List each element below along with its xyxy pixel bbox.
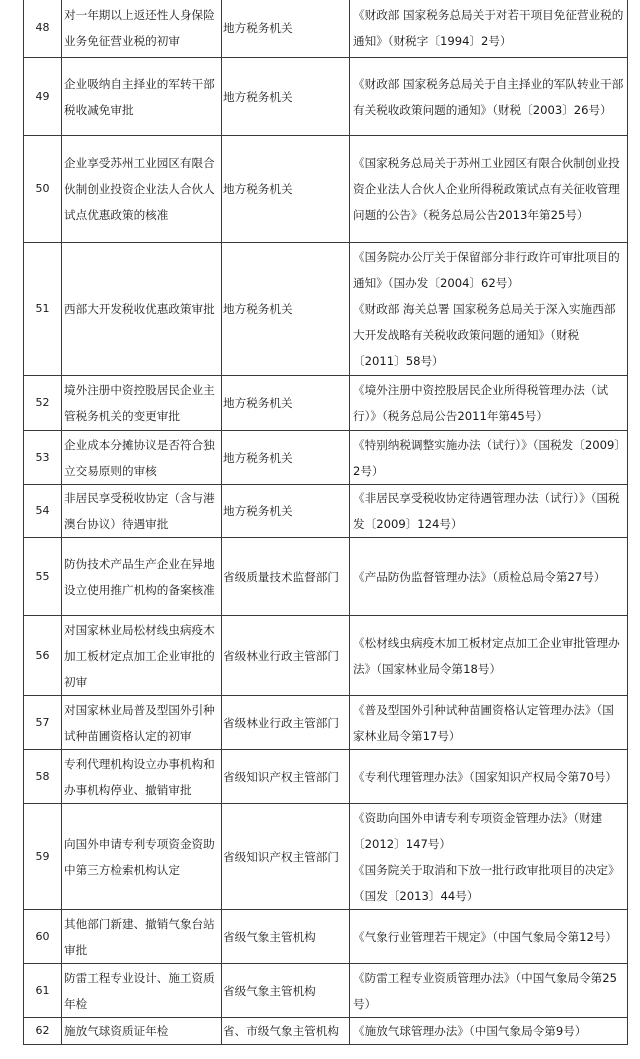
table-row — [24, 538, 628, 616]
table-row — [24, 1018, 628, 1045]
legal-basis — [350, 485, 628, 538]
legal-basis — [350, 538, 628, 616]
legal-basis — [350, 616, 628, 696]
approving-department: 地方税务机关 — [222, 376, 350, 431]
legal-basis-text: 《松材线虫病疫木加工板材定点加工企业审批管理办法》（国家林业局令第18号） — [353, 635, 620, 676]
approving-department: 地方税务机关 — [222, 58, 350, 136]
approving-department: 地方税务机关 — [222, 243, 350, 376]
table-row — [24, 750, 628, 804]
table-row — [24, 616, 628, 696]
table-row — [24, 804, 628, 910]
row-number: 52 — [24, 376, 62, 431]
approving-department: 省级林业行政主管部门 — [222, 696, 350, 750]
legal-basis-text: 《国家税务总局关于苏州工业园区有限合伙制创业投资企业法人合伙人企业所得税政策试点有关征收管理问题的公告》（税务总局公告2013年第25号） — [353, 156, 620, 222]
table-row — [24, 696, 628, 750]
legal-basis-text: 《财政部 海关总署 国家税务总局关于深入实施西部大开发战略有关税收政策问题的通知》（财税〔2011〕58号） — [353, 302, 616, 368]
item-name: 企业享受苏州工业园区有限合伙制创业投资企业法人合伙人试点优惠政策的核准 — [62, 136, 222, 243]
row-number: 50 — [24, 136, 62, 243]
item-name: 专利代理机构设立办事机构和办事机构停业、撤销审批 — [62, 750, 222, 804]
table-row — [24, 485, 628, 538]
table-row — [24, 136, 628, 243]
table-row — [24, 431, 628, 485]
approving-department: 省、市级气象主管机构 — [222, 1018, 350, 1045]
item-name: 企业成本分摊协议是否符合独立交易原则的审核 — [62, 431, 222, 485]
legal-basis-text: 《普及型国外引种试种苗圃资格认定管理办法》（国家林业局令第17号） — [353, 702, 614, 743]
approving-department: 省级气象主管机构 — [222, 964, 350, 1018]
approving-department: 省级林业行政主管部门 — [222, 616, 350, 696]
legal-basis-text: 《特别纳税调整实施办法（试行）》（国税发〔2009〕2号） — [353, 437, 621, 478]
approving-department: 省级知识产权主管部门 — [222, 804, 350, 910]
item-name: 防雷工程专业设计、施工资质年检 — [62, 964, 222, 1018]
item-name: 西部大开发税收优惠政策审批 — [62, 243, 222, 376]
item-name: 非居民享受税收协定（含与港澳台协议）待遇审批 — [62, 485, 222, 538]
approving-department: 地方税务机关 — [222, 431, 350, 485]
item-name: 防伪技术产品生产企业在异地设立使用推广机构的备案核准 — [62, 538, 222, 616]
legal-basis — [350, 136, 628, 243]
legal-basis — [350, 243, 628, 376]
legal-basis-text: 《防雷工程专业资质管理办法》（中国气象局令第25号） — [353, 970, 618, 1011]
legal-basis — [350, 910, 628, 964]
legal-basis — [350, 750, 628, 804]
table-row — [24, 58, 628, 136]
legal-basis — [350, 1018, 628, 1045]
approving-department: 地方税务机关 — [222, 0, 350, 58]
row-number: 61 — [24, 964, 62, 1018]
row-number: 58 — [24, 750, 62, 804]
item-name: 企业吸纳自主择业的军转干部税收减免审批 — [62, 58, 222, 136]
approving-department: 地方税务机关 — [222, 485, 350, 538]
row-number: 60 — [24, 910, 62, 964]
legal-basis — [350, 376, 628, 431]
item-name: 对国家林业局松材线虫病疫木加工板材定点加工企业审批的初审 — [62, 616, 222, 696]
item-name: 施放气球资质证年检 — [62, 1018, 222, 1045]
row-number: 62 — [24, 1018, 62, 1045]
approving-department: 省级质量技术监督部门 — [222, 538, 350, 616]
legal-basis-text: 《境外注册中资控股居民企业所得税管理办法（试行）》（税务总局公告2011年第45号） — [353, 383, 609, 423]
legal-basis-text: 《专利代理管理办法》（国家知识产权局令第70号） — [353, 769, 618, 784]
table-row — [24, 0, 628, 58]
row-number: 54 — [24, 485, 62, 538]
legal-basis — [350, 696, 628, 750]
legal-basis — [350, 0, 628, 58]
approving-department: 地方税务机关 — [222, 136, 350, 243]
item-name: 其他部门新建、撤销气象台站审批 — [62, 910, 222, 964]
legal-basis — [350, 964, 628, 1018]
approving-department: 省级知识产权主管部门 — [222, 750, 350, 804]
legal-basis — [350, 58, 628, 136]
legal-basis-text: 《气象行业管理若干规定》（中国气象局令第12号） — [353, 929, 618, 944]
legal-basis-text: 《非居民享受税收协定待遇管理办法（试行）》（国税发〔2009〕124号） — [353, 491, 620, 531]
row-number: 55 — [24, 538, 62, 616]
item-name: 向国外申请专利专项资金资助中第三方检索机构认定 — [62, 804, 222, 910]
table-row — [24, 964, 628, 1018]
legal-basis — [350, 804, 628, 910]
legal-basis-text: 《施放气球管理办法》（中国气象局令第9号） — [353, 1024, 587, 1038]
row-number: 53 — [24, 431, 62, 485]
approving-department: 省级气象主管机构 — [222, 910, 350, 964]
table-row — [24, 243, 628, 376]
table-row — [24, 910, 628, 964]
legal-basis-text: 《国务院办公厅关于保留部分非行政许可审批项目的通知》（国办发〔2004〕62号） — [353, 250, 620, 290]
row-number: 57 — [24, 696, 62, 750]
legal-basis — [350, 431, 628, 485]
legal-basis-text: 《产品防伪监督管理办法》（质检总局令第27号） — [353, 569, 606, 584]
legal-basis-text: 《财政部 国家税务总局关于自主择业的军队转业干部有关税收政策问题的通知》（财税〔2003〕26号） — [353, 76, 624, 117]
item-name: 对一年期以上返还性人身保险业务免征营业税的初审 — [62, 0, 222, 58]
row-number: 51 — [24, 243, 62, 376]
legal-basis-text: 《财政部 国家税务总局关于对若干项目免征营业税的通知》（财税字〔1994〕2号） — [353, 7, 624, 48]
item-name: 对国家林业局普及型国外引种试种苗圃资格认定的初审 — [62, 696, 222, 750]
row-number: 48 — [24, 0, 62, 58]
item-name: 境外注册中资控股居民企业主管税务机关的变更审批 — [62, 376, 222, 431]
approval-items-table — [23, 0, 628, 1045]
row-number: 49 — [24, 58, 62, 136]
row-number: 59 — [24, 804, 62, 910]
legal-basis-text: 《国务院关于取消和下放一批行政审批项目的决定》（国发〔2013〕44号） — [353, 862, 620, 903]
legal-basis-text: 《资助向国外申请专利专项资金管理办法》（财建〔2012〕147号） — [353, 810, 603, 851]
row-number: 56 — [24, 616, 62, 696]
table-row — [24, 376, 628, 431]
